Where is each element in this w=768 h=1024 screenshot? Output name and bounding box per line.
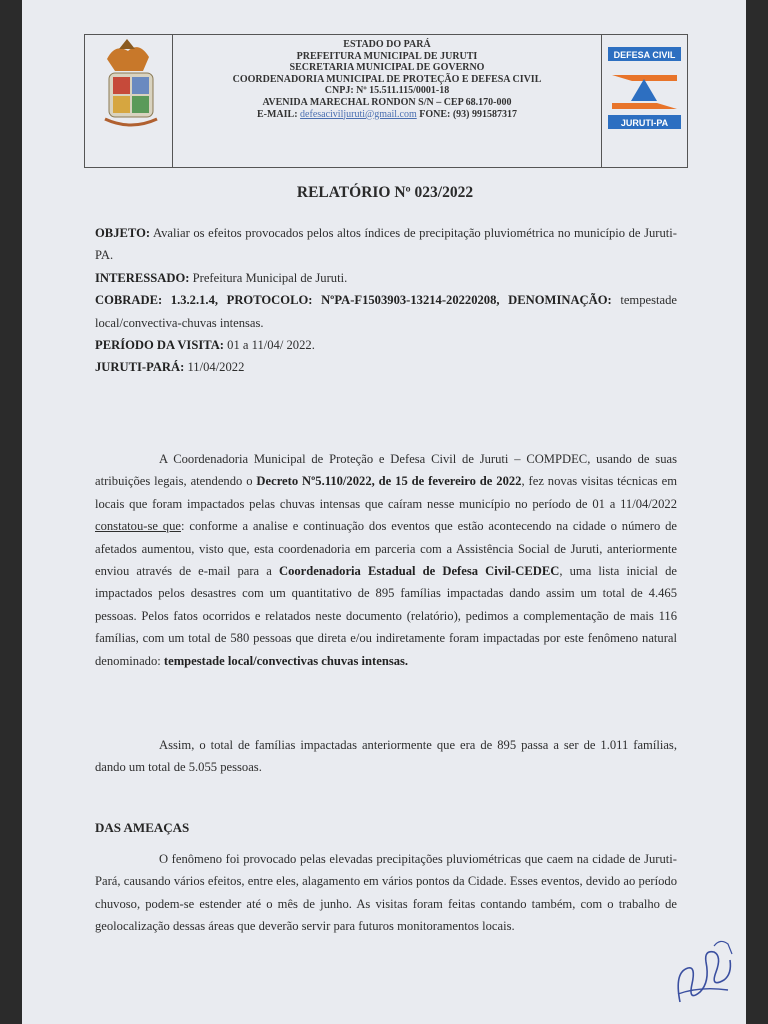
local-date-line [95,356,677,378]
p3-text: O fenômeno foi provocado pelas elevadas precipitações pluviométricas que caem na cidade de Juruti-Pará, causando vários efeitos, entre eles, alagamento em vários pontos da Cidade. Esses eventos, devido ao período chuvoso, podem-se estender até o mês de junho. As visitas foram feitas contando também, com o trabalho de geolocalização dessas áreas que deverão servir para futuros monitoramentos locais. [95,852,677,934]
report-meta [95,222,677,379]
periodo-line [95,334,677,356]
cedec-ref: Coordenadoria Estadual de Defesa Civil-CEDEC [278,564,560,579]
local-date: 11/04/2022 [187,360,245,375]
body-paragraph-2 [95,734,677,779]
decreto-ref: Decreto Nº5.110/2022, de 15 de fevereiro de 2022 [256,474,522,489]
logo-top-text: DEFESA CIVIL [613,50,676,60]
denominacao-ref: tempestade local/convectivas chuvas intensas. [163,653,409,668]
header-line: CNPJ: Nº 15.511.115/0001-18 [324,85,450,97]
letterhead-text [173,39,601,120]
header-line: AVENIDA MARECHAL RONDON S/N – CEP 68.170-000 [262,96,512,108]
p2-text: Assim, o total de famílias impactadas anteriormente que era de 895 passa a ser de 1.011 famílias, dando um total de 5.055 pessoas. [95,738,677,775]
defesa-civil-icon [602,35,687,167]
logo-bottom-text: JURUTI-PA [620,118,669,128]
cobrade-line [95,289,677,334]
phone-text: FONE: (93) 991587317 [419,108,518,120]
signature [670,932,740,1016]
p1-text-c: : conforme a analise e continuação dos eventos que estão acontecendo na cidade o número de afetados aumentou, visto que, esta coordenadoria em parceria com a Assistência Social de Juruti, anteriormente enviou através de e-mail para a [95,519,677,579]
cobrade-label: COBRADE: 1.3.2.1.4, PROTOCOLO: NºPA-F1503903-13214-20220208, DENOMINAÇÃO: [95,293,612,308]
p1-text-b: , fez novas visitas técnicas em locais que foram impactados pelas chuvas intensas que caíram nesse município no período de 01 a 11/04/2022 [95,474,677,511]
email-link[interactable]: defesacivil​juruti@gmail.com [300,108,417,120]
objeto-line [95,222,677,267]
p1-text-d: , uma lista inicial de impactados pelos desastres com um quantitativo de 895 famílias impactadas dando assim um total de 4.465 pessoas. Pelos fatos ocorridos e relatados neste documento (relatório), pedimos a complementação de mais 116 famílias, com um total de 580 pessoas que direta e/ou indiretamente foram impactadas por este fenômeno natural denominado: [95,564,677,668]
coat-of-arms-icon [85,35,172,167]
interessado-text: Prefeitura Municipal de Juruti. [192,270,348,285]
section-title: DAS AMEAÇAS [95,820,190,835]
local-label: JURUTI-PARÁ: [95,360,185,375]
objeto-label: OBJETO: [95,226,151,240]
interessado-label: INTERESSADO: [95,270,190,285]
header-line: COORDENADORIA MUNICIPAL DE PROTEÇÃO E DEFESA CIVIL [232,73,542,85]
defesa-civil-logo [601,35,687,167]
document-page [22,0,746,1024]
header-line: PREFEITURA MUNICIPAL DE JURUTI [296,50,478,62]
objeto-text: Avaliar os efeitos provocados pelos altos índices de precipitação pluviométrica no município de Juruti-PA. [95,226,677,263]
email-label: E-MAIL: [256,108,298,120]
body-paragraph-1 [95,448,677,672]
periodo-label: PERÍODO DA VISITA: [95,338,224,353]
report-title: RELATÓRIO Nº 023/2022 [296,184,474,201]
contact-line [173,109,601,121]
header-line: SECRETARIA MUNICIPAL DE GOVERNO [289,62,485,74]
body-paragraph-3 [95,848,677,938]
p1-underlined: constatou-se que [95,519,181,534]
municipal-coat-of-arms [85,35,173,167]
header-line: ESTADO DO PARÁ [343,39,431,50]
letterhead [84,34,688,168]
p1-text-a: A Coordenadoria Municipal de Proteção e Defesa Civil de Juruti – COMPDEC, usando de suas atribuições legais, atendendo o [95,452,677,489]
periodo-text: 01 a 11/04/ 2022. [227,338,315,353]
cobrade-text: tempestade local/convectiva-chuvas intensas. [95,293,677,330]
interessado-line [95,267,677,289]
